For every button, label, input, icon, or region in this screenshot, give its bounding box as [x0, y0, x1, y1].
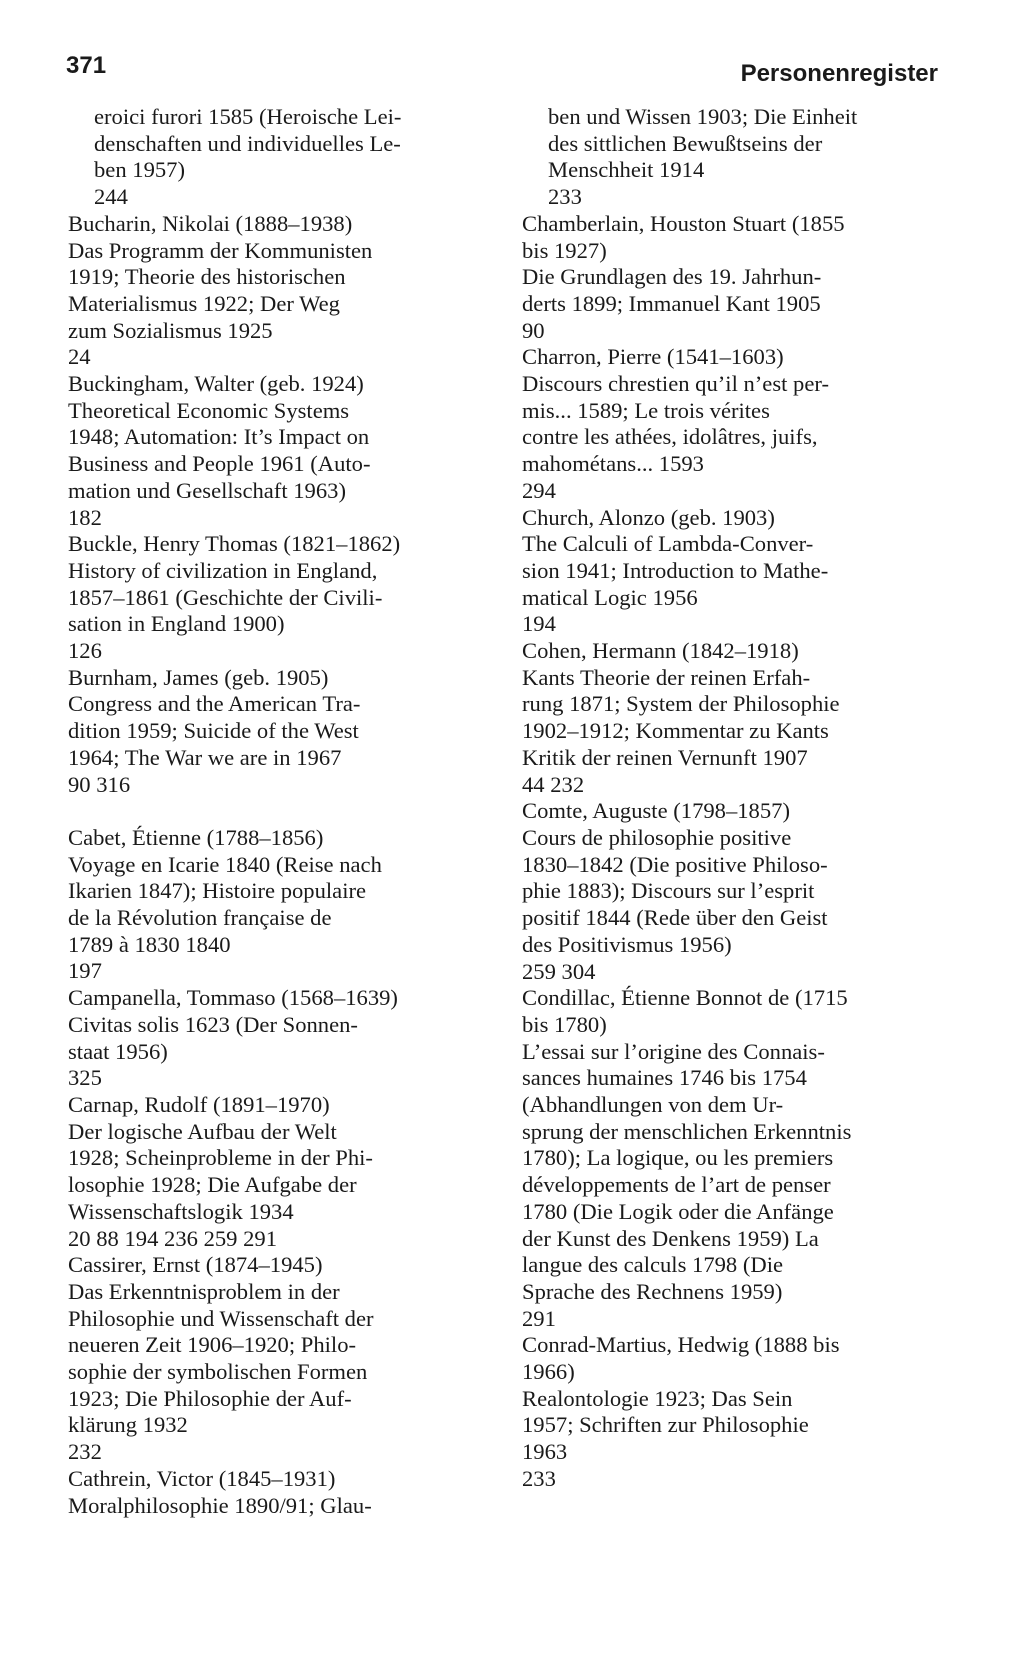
- entry-text-line: Wissenschaftslogik 1934: [68, 1198, 294, 1224]
- entry-heading-line: Condillac, Étienne Bonnot de (1715: [522, 985, 848, 1011]
- entry-text-line: Realontologie 1923; Das Sein: [522, 1385, 793, 1411]
- entry-text-line: 1780); La logique, ou les premiers: [522, 1145, 834, 1171]
- entry-text-line: Materialismus 1922; Der Weg: [68, 290, 340, 316]
- entry-heading-line: Carnap, Rudolf (1891–1970): [68, 1092, 330, 1117]
- entry-text-line: langue des calculs 1798 (Die: [522, 1252, 783, 1278]
- index-entry: [522, 1332, 940, 1492]
- entry-text-line: 1902–1912; Kommentar zu Kants: [522, 718, 829, 744]
- index-column-right: [522, 104, 940, 1493]
- entry-text-line: mis... 1589; Le trois vérites: [522, 397, 770, 423]
- entry-text-line: derts 1899; Immanuel Kant 1905: [522, 290, 821, 316]
- page-number: 371: [66, 52, 107, 79]
- entry-text-line: neueren Zeit 1906–1920; Philo-: [68, 1332, 357, 1358]
- entry-text-line: eroici furori 1585 (Heroische Lei-: [94, 104, 402, 129]
- entry-text-line: 1923; Die Philosophie der Auf-: [68, 1385, 352, 1411]
- entry-heading-line: Cohen, Hermann (1842–1918): [522, 638, 799, 664]
- entry-text-line: Moralphilosophie 1890/91; Glau-: [68, 1492, 372, 1518]
- index-entry: [68, 985, 488, 1092]
- entry-heading-line: Church, Alonzo (geb. 1903): [522, 504, 775, 530]
- entry-text-line: der Kunst des Denkens 1959) La: [522, 1225, 819, 1251]
- entry-text-line: 197: [68, 958, 102, 984]
- entry-text-line: losophie 1928; Die Aufgabe der: [68, 1172, 357, 1198]
- entry-text-line: phie 1883); Discours sur l’esprit: [522, 878, 815, 904]
- entry-text-line: mation und Gesellschaft 1963): [68, 477, 346, 503]
- entry-text-line: 182: [68, 504, 102, 530]
- entry-text-line: Voyage en Icarie 1840 (Reise nach: [68, 851, 382, 877]
- running-title: Personenregister: [740, 60, 938, 87]
- entry-heading-line: Bucharin, Nikolai (1888–1938): [68, 210, 353, 236]
- entry-text-line: Der logische Aufbau der Welt: [68, 1118, 337, 1144]
- entry-text-line: sances humaines 1746 bis 1754: [522, 1065, 807, 1091]
- entry-text-line: 90 316: [68, 771, 131, 797]
- entry-heading-line: Chamberlain, Houston Stuart (1855: [522, 210, 845, 236]
- index-entry: [68, 1466, 488, 1519]
- entry-text-line: Die Grundlagen des 19. Jahrhun-: [522, 264, 822, 290]
- index-entry-continuation: [68, 104, 488, 211]
- entry-text-line: Theoretical Economic Systems: [68, 397, 350, 423]
- entry-text-line: 194: [522, 611, 556, 637]
- entry-text-line: sion 1941; Introduction to Mathe-: [522, 557, 829, 583]
- entry-text-line: L’essai sur l’origine des Connais-: [522, 1038, 825, 1064]
- entry-heading-line: Buckle, Henry Thomas (1821–1862): [68, 531, 401, 557]
- entry-text-line: positif 1844 (Rede über den Geist: [522, 905, 828, 931]
- entry-text-line: denschaften und individuelles Le-: [94, 130, 401, 156]
- entry-text-line: bis 1780): [522, 1011, 607, 1037]
- entry-text-line: Civitas solis 1623 (Der Sonnen-: [68, 1011, 358, 1037]
- entry-text-line: Ikarien 1847); Histoire populaire: [68, 878, 367, 904]
- index-entry: [68, 1252, 488, 1466]
- entry-text-line: 1948; Automation: It’s Impact on: [68, 424, 370, 450]
- entry-text-line: dition 1959; Suicide of the West: [68, 718, 359, 744]
- entry-text-line: 1830–1842 (Die positive Philoso-: [522, 851, 828, 877]
- entry-heading-line: Conrad-Martius, Hedwig (1888 bis: [522, 1332, 840, 1358]
- index-entry: [522, 344, 940, 504]
- entry-text-line: mahométans... 1593: [522, 451, 704, 477]
- entry-text-line: rung 1871; System der Philosophie: [522, 691, 840, 717]
- entry-heading-line: Cassirer, Ernst (1874–1945): [68, 1252, 323, 1278]
- entry-text-line: 24: [68, 344, 91, 370]
- entry-text-line: 233: [548, 184, 582, 210]
- index-entry: [68, 1092, 488, 1252]
- entry-text-line: Menschheit 1914: [548, 157, 705, 183]
- index-entry: [68, 371, 488, 531]
- entry-text-line: 233: [522, 1465, 556, 1491]
- index-column-left: [68, 104, 488, 1519]
- index-entry: [522, 211, 940, 345]
- entry-text-line: 232: [68, 1439, 102, 1465]
- entry-heading-line: Cabet, Étienne (1788–1856): [68, 824, 324, 850]
- entry-text-line: Das Erkenntnisproblem in der: [68, 1278, 340, 1304]
- entry-text-line: 1963: [522, 1439, 568, 1465]
- entry-text-line: (Abhandlungen von dem Ur-: [522, 1092, 784, 1118]
- section-gap: [68, 798, 488, 825]
- entry-text-line: 244: [94, 184, 128, 210]
- entry-text-line: Congress and the American Tra-: [68, 691, 361, 717]
- entry-text-line: Cours de philosophie positive: [522, 824, 792, 850]
- index-entry: [68, 211, 488, 371]
- entry-text-line: zum Sozialismus 1925: [68, 317, 273, 343]
- entry-heading-line: Campanella, Tommaso (1568–1639): [68, 985, 398, 1011]
- entry-text-line: ben 1957): [94, 157, 185, 183]
- entry-heading-line: Burnham, James (geb. 1905): [68, 664, 329, 690]
- index-entry: [68, 825, 488, 985]
- entry-text-line: 294: [522, 477, 556, 503]
- entry-text-line: 44 232: [522, 771, 585, 797]
- index-entry-continuation: [522, 104, 940, 211]
- entry-text-line: 1966): [522, 1359, 575, 1385]
- entry-heading-line: Buckingham, Walter (geb. 1924): [68, 371, 364, 397]
- entry-text-line: History of civilization in England,: [68, 557, 378, 583]
- entry-text-line: ben und Wissen 1903; Die Einheit: [548, 104, 858, 129]
- entry-text-line: 1857–1861 (Geschichte der Civili-: [68, 584, 383, 610]
- entry-text-line: bis 1927): [522, 237, 607, 263]
- entry-text-line: staat 1956): [68, 1038, 168, 1064]
- entry-text-line: contre les athées, idolâtres, juifs,: [522, 424, 818, 450]
- entry-heading-line: Cathrein, Victor (1845–1931): [68, 1465, 336, 1491]
- entry-text-line: 90: [522, 317, 545, 343]
- entry-text-line: The Calculi of Lambda-Conver-: [522, 531, 814, 557]
- entry-text-line: klärung 1932: [68, 1412, 188, 1438]
- entry-text-line: 259 304: [522, 958, 596, 984]
- page-header: [66, 52, 938, 86]
- entry-heading-line: Charron, Pierre (1541–1603): [522, 344, 784, 370]
- entry-text-line: Business and People 1961 (Auto-: [68, 451, 371, 477]
- entry-text-line: 1780 (Die Logik oder die Anfänge: [522, 1198, 834, 1224]
- index-entry: [68, 531, 488, 665]
- entry-text-line: Discours chrestien qu’il n’est per-: [522, 371, 829, 397]
- index-entry: [68, 665, 488, 799]
- entry-text-line: de la Révolution française de: [68, 905, 332, 931]
- entry-text-line: 20 88 194 236 259 291: [68, 1225, 277, 1251]
- entry-text-line: 1919; Theorie des historischen: [68, 264, 346, 290]
- entry-heading-line: Comte, Auguste (1798–1857): [522, 798, 790, 824]
- entry-text-line: 1957; Schriften zur Philosophie: [522, 1412, 809, 1438]
- entry-text-line: 1928; Scheinprobleme in der Phi-: [68, 1145, 373, 1171]
- entry-text-line: 1964; The War we are in 1967: [68, 744, 342, 770]
- entry-text-line: Philosophie und Wissenschaft der: [68, 1305, 374, 1331]
- entry-text-line: sophie der symbolischen Formen: [68, 1359, 368, 1385]
- entry-text-line: matical Logic 1956: [522, 584, 698, 610]
- entry-text-line: des sittlichen Bewußtseins der: [548, 130, 823, 156]
- entry-text-line: des Positivismus 1956): [522, 931, 732, 957]
- entry-text-line: 325: [68, 1065, 102, 1091]
- entry-text-line: 291: [522, 1305, 556, 1331]
- entry-text-line: Kritik der reinen Vernunft 1907: [522, 744, 808, 770]
- entry-text-line: Das Programm der Kommunisten: [68, 237, 373, 263]
- entry-text-line: 1789 à 1830 1840: [68, 931, 231, 957]
- index-entry: [522, 985, 940, 1332]
- entry-text-line: développements de l’art de penser: [522, 1172, 831, 1198]
- entry-text-line: sprung der menschlichen Erkenntnis: [522, 1118, 852, 1144]
- index-entry: [522, 798, 940, 985]
- index-entry: [522, 638, 940, 798]
- entry-text-line: sation in England 1900): [68, 611, 285, 637]
- entry-text-line: 126: [68, 638, 102, 664]
- entry-text-line: Sprache des Rechnens 1959): [522, 1278, 783, 1304]
- entry-text-line: Kants Theorie der reinen Erfah-: [522, 664, 811, 690]
- index-entry: [522, 505, 940, 639]
